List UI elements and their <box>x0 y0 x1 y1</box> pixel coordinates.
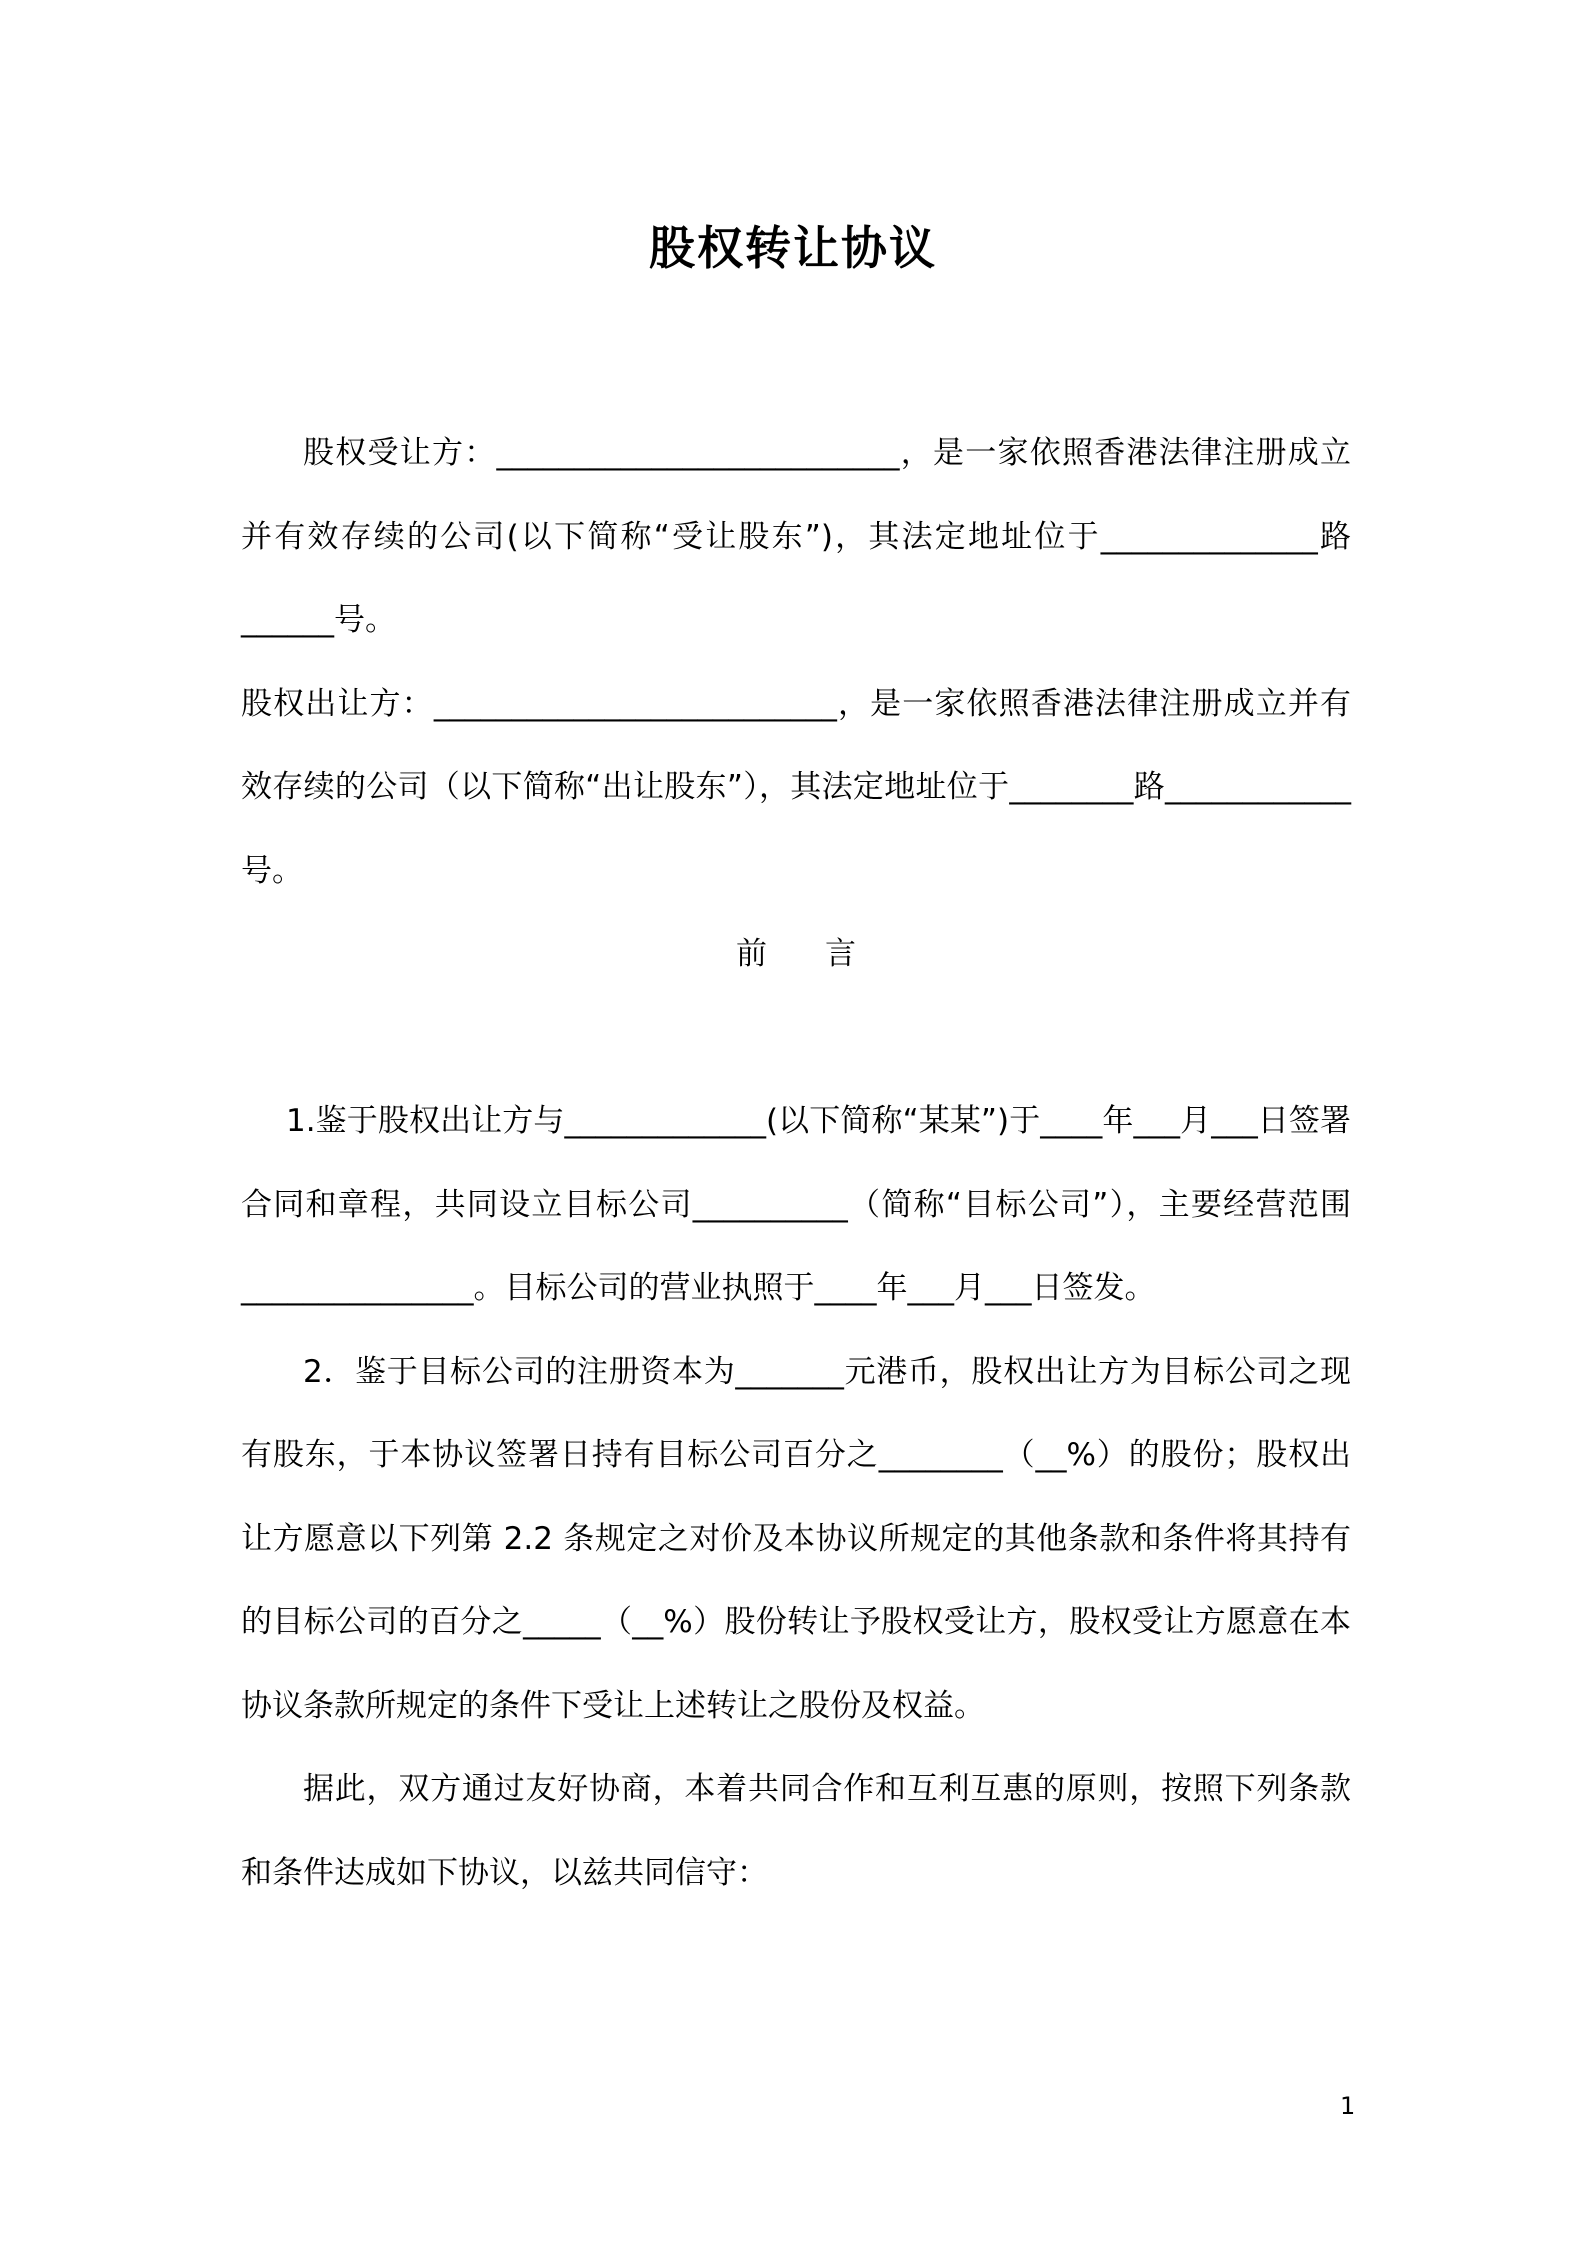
clause-1-paragraph: 1.鉴于股权出让方与_____________(以下简称“某某”)于____年___月___日签署合同和章程，共同设立目标公司__________（简称“目标公司”），主要经营范围_______________。目标公司的营业执照于____年___月___日签发。 <box>241 1103 1351 1306</box>
transferor-paragraph: 股权出让方：__________________________，是一家依照香港法律注册成立并有效存续的公司（以下简称“出让股东”），其法定地址位于________路____________号。 <box>241 685 1351 889</box>
spacer <box>241 997 1351 1081</box>
document-body <box>241 412 1351 1915</box>
preface-heading: 前言 <box>736 936 914 972</box>
clause-2-paragraph: 2．鉴于目标公司的注册资本为_______元港币，股权出让方为目标公司之现有股东，于本协议签署日持有目标公司百分之________（__%）的股份；股权出让方愿意以下列第 2.2 条规定之对价及本协议所规定的其他条款和条件将其持有的目标公司的百分之_____（__%）股份转让予股权受让方，股权受让方愿意在本协议条款所规定的条件下受让上述转让之股份及权益。 <box>241 1353 1351 1724</box>
document-title: 股权转让协议 <box>649 221 937 275</box>
page-number: 1 <box>1340 2092 1356 2120</box>
conclusion-paragraph: 据此，双方通过友好协商，本着共同合作和互利互惠的原则，按照下列条款和条件达成如下协议，以兹共同信守： <box>241 1771 1351 1891</box>
transferee-paragraph: 股权受让方：__________________________，是一家依照香港法律注册成立并有效存续的公司(以下简称“受让股东”)，其法定地址位于______________路______号。 <box>241 435 1351 638</box>
